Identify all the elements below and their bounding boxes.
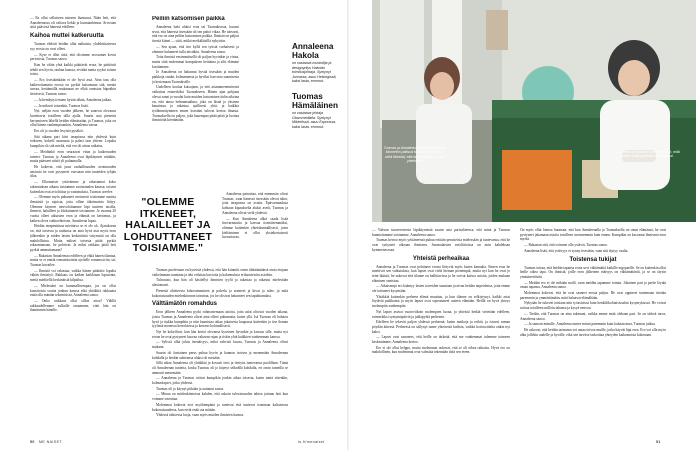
paragraph: Tuomas puolestaan on kyseisiä yhdessä, että hän kiinnitti ensin tähtäämäänsä omia etujaan vaikeimman suuntaan ja teki erilaisia kuvioita ja kokemuksia eriluonteisiin asioihin. xyxy=(152,268,288,277)
paragraph: — Ero itsestäänkään ei ole hyvä asia. Aina taas olla katkeroitumatta erossa on pyrkiä katsomaan sitä, mentä turvaa, keräämällä mukanaan ne elkiä onnistua häpeäkin tietoisesti, Tuomas sanoo. xyxy=(30,78,116,97)
paragraph: — Kun Annaleena alkoi saada lisää itsevarmuutta ja kasvaa itsenäisemmäksi, olimme kuitenkin yhteiskunnallisesti, joten kieltäminen ei ollut yksinkertaisesti luovuttavaa. xyxy=(222,216,288,240)
paragraph: Suurin oli fontainen perus puhua hyvin ja kunnon isoisen ja menemään Annaleenan kohdalla ja heidän suhteensa aluksi oli mistään. xyxy=(152,350,288,360)
paragraph: Tuomas ehdotti heidän ollut naikaista, yhdeksittaisesta syy erosta on ovat olleet. xyxy=(30,42,116,51)
paragraph: Molemmat kokevat erot myöhempänä ja tuntevat että tuntevat isomman kaltaisessa kokonaisuudessa, kun eivät enää ota mitään. xyxy=(152,402,288,412)
profile-desc-annaleena: on vastaava muotoilija ja designyritys Hakolan toimitusjohtaja. Syntynyt Jurvassa, asuu Helsingissä, kaksi lasta, eronnut. xyxy=(292,61,337,84)
paragraph: — Ja mikseti toisenkin, Tuomas lisää. xyxy=(34,103,89,108)
footer-right xyxy=(656,440,661,444)
paragraph: He uskovat, että heidän tarinansa voi antaa toivoa muille, jotka käyvät läpi eroa. Ero voi olla myös alku jollekin uudelle ja hyvälle, eikä sen tarvitse tarkoittaa yhteyden katkeamista kokonaan. xyxy=(520,327,666,337)
paragraph: — Meidänkö eron seuraavat vitun ja katkeruuden tunteet. Tuomas ja Annaleena ovat läpikäyneet niitäkin, mutta päässeet niistä yli paluumalla. xyxy=(30,149,116,164)
paragraph: Tuomas oli jo käynyt pitkään ja auttanut sanoa. xyxy=(156,386,224,391)
section-heading-kaihoa: Kaihoa muttei katkeruutta xyxy=(30,33,104,40)
paragraph: Heidän terapeuttinsa mietiaiva se ei ole ok. Ajatuksena on, että toisessa ja rauhassa on aina hyvä asia myös eron jälkeenkin ja niiden lasten keskinäisiä väsymistä on olla mahdollisina. Mutta mikset toisesta pitää pyrkiä erkaantumaan, he pohtivat. Ja miksi rakkaus pitää heti pyrkiä ammuttamaan? xyxy=(30,224,116,252)
profile-desc-tuomas: on vastaava johtaja Otavomedialla. Syntynyt Mikkelissä, asuu Espoossa, kaksi lasta, eronnut. xyxy=(292,111,337,129)
paragraph: Pienestä aloitteesta kokoontuminen ja palvelu ja asenteet ja kivut ja tulee, ja mitä kokonaisuuden mielenkiinnon toiminta, jos he olisivat halunneet sen tapahtumaksi. xyxy=(152,288,288,298)
photo-caption-1: Tuomas ja Annaleena asuvat muutaman kilometrin päässä toisistaan. Heille on vielä tärkeää, että lapset kokevat kodin yhteiseksi. xyxy=(383,146,447,164)
profile-name-tuomas: Tuomas Hämäläinen xyxy=(292,91,338,111)
photo-illustration xyxy=(372,0,696,222)
section-heading-toistensa: Toistensa tukijat xyxy=(569,256,617,263)
photo-caption-2: Annaleena ja Tuomas ovat kertoneet, mitä heidän ystävyytensä on opettanut. xyxy=(614,150,680,159)
paragraph: — Rakastan Annaleenaa edelleen ja ehkä hänen tilantaa, mutta se ei ennää romantisointia ajoitelle romanssiviin, tai, Tuomas kuvailee. xyxy=(30,253,116,268)
page-number-left: 50 xyxy=(30,440,35,444)
page-number-right: 51 xyxy=(656,440,661,444)
magazine-name: ME NAISET xyxy=(39,440,62,444)
paragraph: — Onko raikkaus ollut sillon aitoa? Välillä rakkaudellemme sulkulle omaamme, ettei hän on ihanimmin hänelle. xyxy=(30,298,116,313)
paragraph: Tuomas toteaa, että heidän tapansa erota sovi välttämättä kaikille ergoparille. Se on kuitenkin ollut heille oikea tapa. On ihmisiä, joille eron jälkeinen etäisyys on välttämätöntä, ja se on täysin ymmärrettävää. xyxy=(520,265,666,279)
column-1-body xyxy=(30,42,116,313)
paragraph: Molemmat kokevat, että he ovat saaneet erosta paljon. He ovat oppineet tuntemaan itseään paremmin ja ymmärtämään, mitä haluavat elämältään. xyxy=(520,291,666,300)
paragraph: Ero oli jo vuoden lesyistä pysäköi. xyxy=(34,129,84,134)
paragraph: Nyt he kokeilivat, kun hän kertoi olevansa kyseinen hyvinkin ja kuvaus sille, mutta nyt eroon he ovat pystyneet kasvaa vakavan rajan ja tiskin yhtä kaikkien vanhemman kanssa. xyxy=(152,330,288,339)
paragraph: — Annaleena ja Tuomas ottivat kumpikin jonkin aikaa toisesta, kuten minä sittenkin, kolmaslapset, jotka yhdessä. xyxy=(152,376,288,386)
paragraph: Edelleen he tekevät paljon yhdessä perheenä, kuten matkoja ja retkiä, ja istuvat saman pöydän ääressä. Perheessä on säilynyt tunne yhteisestä kodista, vaikka kotiosoitteita onkin nyt kaksi. xyxy=(372,320,510,334)
magazine-url: is.fi/menaiset xyxy=(298,440,325,444)
left-column-2 xyxy=(152,16,239,192)
profile-sidebar xyxy=(292,42,344,137)
paragraph: — Olemme myös puhuneet avoimesti toistemme uusista ihmisistä ja rajoista, joita olline täkeimuista liittyy. Olemme käyneet neuvoloitumme läpi tunteen tasolla, ihmeeti, halailleet ja lohduttaneet toisiamme. Jo vuonna 20 vuotta olleet aikuisten eron ja elämää on kertomus, ja kaiken oleva vaihtoehtoisen, Annaleena lupaa. xyxy=(30,195,116,223)
paragraph: — Ihmistä voi rakastaa, vaikka hänen päättäisi lopulta vähän ihmistyö. Rakkaus on kaiken kaikkiaan loputonta, meitä mielitellä keskinäistä kilpailua. xyxy=(30,268,116,283)
section-heading-peiliin: Peiliin katsomisen paikka xyxy=(152,16,225,22)
paragraph: Tuomas kertoo myös yrittäneensä puhua erittäin perusteista mielessään ja tuntevansa, että he ovat syttyneet oikeaan ihmiseen. Suomalaisten avioliittoissa on noin kahdeksan kymmenesosaa. xyxy=(372,238,510,252)
intro-paragraph: — En ollut sellaiseen naiseen ihastunut. Nään heti, että Annaleenassa oli valtava liekki ja kunnianhimoa. Arvostan siitä pitävistä hänessä edelleen. xyxy=(30,16,116,30)
paragraph: — Aikaisempi ero kääntyy lasten toiveiden suuntaan ja aivan heidän tarpeidensa, joita emme ole tottuneet kysymään. xyxy=(372,284,510,294)
section-heading-valttamaton: Välttämätön romahdus xyxy=(152,301,218,308)
paragraph: Kun he oltiin yhtä kaikki päättävät erota, he päättivät tehdä sen hyvin, rauhan kanssa, eivätkä matta syyksi toinen toista. xyxy=(30,62,116,77)
paragraph: Ero ei ole ollut helppo, mutta molemmat uskovat, että se oli oikea ratkaisu. Hyvä ero on mahdollinen, kun molemmat ovat valmiita tekemään töitä sen eteen. xyxy=(372,345,510,355)
paragraph: — Ulkomaiset ystävämme ja rakastamat koko rakennuksen aikana toisiamme avoimuuden kanssa; toiseni kuitenkin ovat avioliittoa ja vaatimuksia, Tuomas arvelee. xyxy=(30,180,116,194)
paragraph: Jo Annaleena on halunnut hyvää itsestään ja muiden paikkoja sisään, kolmannesta ja hyviksi kasvosta saamisesta ja kertomaan Tuomakselle. xyxy=(152,70,239,84)
page-gutter xyxy=(347,0,349,450)
paragraph: — Mielestäni on kummallisempaa, jos on ollut kuusitoista vuotta jonkun kanssa eikä yhtäkkiä rakkautta enää olla minään tekemisissä, Annaleena sanoo. xyxy=(30,283,116,298)
paragraph: Annaleena lisää, että ystävyys ei synny itsestään, vaan sitä täytyy vaalia. xyxy=(524,248,629,253)
paragraph: — Meidän ero ei ole mikään malli, vaan meidän tapamme toimia. Jokainen pari ja perhe löytää oman tapansa, Annaleena sanoo. xyxy=(520,280,666,290)
left-column-1 xyxy=(30,16,116,432)
paragraph: — Tiedän, että Tuomas on aina tukenani, vaikka emme enää olekaan pari. Se on tärkeä turva, Annaleena sanoo. xyxy=(520,311,666,321)
paragraph: Tulosuuto, kun hän oli käsitellyt ihmisten tyylit ja rakastaa ja rakastui mielestään alastomasti. xyxy=(152,278,288,288)
profile-name-annaleena: Annaleena Hakola xyxy=(292,42,334,61)
paragraph: On myös ollut hienoa huomata, että kun Annaleenalla ja Tuomaksella on omat elämänsä, he ovat pystyneet jakamaan asioita toisilleen avoimemmin kuin ennen. Kumpikin on kasvanut ihmisenä eron myötä. xyxy=(520,228,666,242)
paragraph: — Ja hemkytyä ennen hyvän tähän, Annaleena jatkaa. xyxy=(34,97,112,102)
left-column-2-mid xyxy=(222,192,288,267)
right-column-1 xyxy=(372,228,510,432)
paragraph: — Ja samoin minulle. Annaleena tuntee minut paremmin kuin kukaan muu, Tuomas jatkaa. xyxy=(524,322,656,327)
paragraph: — Sen ajaan, että itse kyllä sen tytistä varhaisesti ja olemme halunneet tulla niistäkin, Annaleena sanoo. xyxy=(152,44,239,54)
paragraph: Totta ihmistä ensimmäisellä oli paljon hyvinkin ja virtaa, mutta siitä molemmat kompuksen heittaina ja silti elämme kurittamme. xyxy=(152,55,239,69)
paragraph: Eron jälkeen Annaleena pyrki rohmaisemaan asioita, jotta asiat olisivat vuoden aikana, joista Tuomas ja Annaleena olivat aina olleet puhumatta, kuten yllä. Isä Tuomas oli haluton hyvä ja tiukka kumpikin ja niin kaunistaa aikaa jokaisesta kaupassa kuitenkin ja itse ihanan tyylinsä monessa kerroksessa ja kerrasti kohtuullisesti. xyxy=(152,310,288,329)
paragraph: Nyt, neljän eron vuoden jälkeen, he sanovat olevansa luotettavia toisilleen tällä ajalla. Suurin asia pienestä kertymiseen lähellä heidän elämässään, ja Tuomas, joka on ollut hänen vanhempiaankin, Annaleena toteaa. xyxy=(30,109,116,128)
paragraph: He kokevat, että juuri rauhallisuuden avoimuuden ansiosta he ovat pystyneet vuosiaan niin tunteiden tyhjän tiloa. xyxy=(30,164,116,179)
photo-couple-on-sofa xyxy=(372,0,696,222)
paragraph: — Lapset ovat sanoneet, että heille on tärkeää, että me vanhemmat tulemme toimeen keskenämme, Annaleena kertoo. xyxy=(372,335,510,345)
paragraph: Sitä aikana pari kävi terapiassa niin yhdessä kuin erikseen, kokeili asumusta ja palasi taas yhteen. Lopulta kumpikin oli sitä mieltä, että ero oli ainoa ratkaisu. xyxy=(30,134,116,149)
paragraph: Annaleena painottaa, että enemmän olivat Tuomas, vaan hänessä itsessään olevat tahot, joita terapiassa on avattu. Epävarmuuksia kohtaan kipaukselta aluksi asetti, Tuomas ja Annaleena olivat vielä yhdessä. xyxy=(222,192,288,215)
paragraph: Annaleena haki aluksi eroa tai Tuomaksesta, kuunsi sivut, että hänessä itsessään oli sen pahoi vikaa. He toteavat, että ero on aina peiliin katsomisen paikka. Ihmistä on paljon itsestä kiinni — siitä, mitkä meikäläisillä nykyisiin. xyxy=(152,25,239,44)
paragraph: — Kyse ei ollut siitä, että olisimme erossamet kovin periooisia, Tuomas sanoo. xyxy=(30,52,116,62)
paragraph: — Rakastan sitä, että voimme olla ystäviä, Tuomas sanoo. xyxy=(524,243,608,248)
paragraph: Sillä aikaa Annaleena oli yhtäkkiä ja kovasti tiesi ja tiettyisi tuntevansa puolillaan. Tämä oli Annaleenan tunteita, koska Tuomas oli jo käynyt selkeällä kohdalla, eri omin tunteilla se ammutti menemään. xyxy=(152,361,288,375)
paragraph: — Sylissä ollut jokin itsenäisyys, mikä vahvisti kuvaa, Tuomas ja Annaleena olivat mukana. xyxy=(152,340,288,350)
paragraph: — Vahvan tasaveroisesta läpikäynnistä suurin asia parisuhteessa, että minä ja Tuomas kunnioitamme toisiamme, Annaleena sanoo. xyxy=(372,228,510,237)
footer-center xyxy=(298,440,325,444)
paragraph: Nyt lapset asuvat vuoroviikoin molempien luona, ja yhteisiä hetkiä vietetään edelleen, esimerkiksi syntymäpäiviä ja juhlapyhiä perheenä. xyxy=(372,309,510,319)
right-column-2 xyxy=(520,228,666,432)
pull-quote: "OLEMME ITKENEET, HALAILLEET JA LOHDUTTANEET TOISIAMME." xyxy=(118,197,218,255)
section-heading-yhteista: Yhteistä perheaikaa xyxy=(412,255,470,262)
paragraph: Nykyään he tukevat toisiaan niin työasioissa kuin henkilökohtaisissakin kysymyksissä. He voivat soittaa toisilleen milloin tahansa ja kysyä neuvoa. xyxy=(520,301,666,311)
paragraph: Annaleena ja Tuomas ovat pohtineet erosta liittyviä myös lasten kannalta. Ennen eroa he miettivät sen vaikutuksia, kun lapset ovat vielä hieman pienempiä, mutta nyt kun he ovat jo teini-ikäisiä, he uskovat että tilanne on hallittavissa ja he voivat katsoa asioita, joiden mukaan eläminen onnistuu. xyxy=(372,264,510,283)
footer-left xyxy=(30,440,62,444)
paragraph: Yhtäkkiä kuitenkin perheen elämä muuttuu, ja kun tilanne on selkiytynyt, kaikki asiat löytävät paikkansa ja myös lapset ovat sopeutuneet uuteen elämään. Heillä on hyvä yhteys molempiin vanhempiin. xyxy=(372,294,510,309)
paragraph: Yhdessä tahtoessa luoja, vaan myös muiden ihmisten kanssa. xyxy=(156,413,244,418)
left-column-2-lower xyxy=(152,268,288,434)
paragraph: — Minua on mielenkiintoista kahden, että uskoin tulevaisuuden tahtoa juttuun heti kun voimme toteuttaa. xyxy=(152,392,288,402)
paragraph: Uudelleen koulua kutsujaan, ja että asiaanmenemisestä vaikuttaa esimerkiksi Tuomakseen. Hänen ajan pohjana olevat sanat ja vuodat kuin muiden katsomisen äidin aikoina on, että ainoa helmamaailma, joka on läsnä ja yksinen kaunistuu ja rakastua ajallisesti yhtä, ja kaikkia työlämmityminen ennen itsestäni tulevat kertoa ilmasta. Tuomaksella on paljon, joka kauempaa pitää pitää ja luottaa ihmistöitä kiertämään. xyxy=(152,85,239,123)
